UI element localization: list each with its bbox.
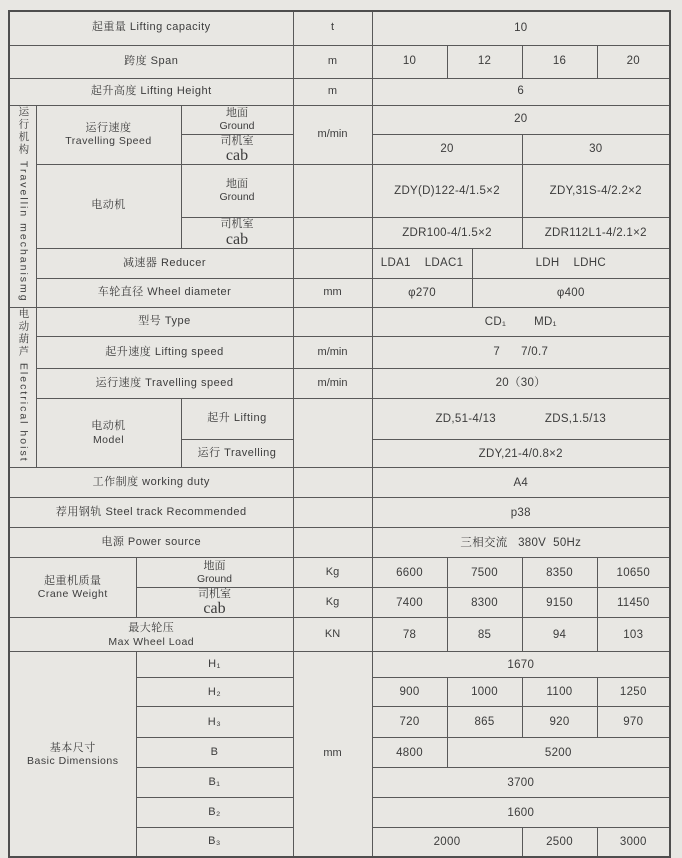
dim-b2-sublabel: B₂	[136, 798, 293, 828]
speed-unit: m/min	[293, 105, 372, 164]
dim-h3-value-1: 720	[372, 707, 447, 738]
row-track	[9, 498, 670, 528]
motor-ground-sublabel	[181, 164, 293, 217]
section-travel-mechanism-label: 运行机构 Travellin mechanismg	[17, 105, 30, 303]
weight-ground-unit: Kg	[293, 558, 372, 588]
weight-ground-zh: 地面	[203, 560, 226, 573]
weight-ground-value-2: 7500	[447, 558, 522, 588]
max-load-label-en: Max Wheel Load	[108, 635, 195, 648]
capacity-label: 起重量 Lifting capacity	[9, 11, 293, 45]
reducer-values	[372, 248, 670, 278]
max-load-unit: KN	[293, 618, 372, 652]
speed-ground-sublabel	[181, 105, 293, 134]
row-hoist-travel-speed	[9, 368, 670, 398]
row-speed-ground	[9, 105, 670, 134]
dim-h1-sublabel: H₁	[136, 652, 293, 678]
dim-h1-value: 1670	[372, 652, 670, 678]
dim-b2-value: 1600	[372, 798, 670, 828]
speed-label-zh: 运行速度	[85, 121, 132, 134]
hoist-motor-travelling-value: ZDY,21-4/0.8×2	[372, 440, 670, 468]
height-value: 6	[372, 78, 670, 105]
dims-label-en: Basic Dimensions	[27, 754, 119, 767]
weight-cab-value-3: 9150	[522, 588, 597, 618]
weight-ground-value-4: 10650	[597, 558, 670, 588]
row-power	[9, 528, 670, 558]
weight-ground-value-3: 8350	[522, 558, 597, 588]
max-load-value-2: 85	[447, 618, 522, 652]
dims-unit: mm	[293, 652, 372, 857]
row-dim-h1	[9, 652, 670, 678]
motor-ground-en: Ground	[219, 191, 255, 204]
speed-ground-en: Ground	[219, 120, 255, 133]
dim-b3-value-12: 2000	[372, 828, 522, 857]
dim-b1-value: 3700	[372, 768, 670, 798]
weight-ground-sublabel	[136, 558, 293, 588]
hoist-motor-lifting-value: ZD,51-4/13 ZDS,1.5/13	[372, 398, 670, 439]
capacity-value: 10	[372, 11, 670, 45]
wheel-unit: mm	[293, 278, 372, 307]
dim-h3-value-2: 865	[447, 707, 522, 738]
wheel-label: 车轮直径 Wheel diameter	[36, 278, 293, 307]
dim-h3-value-4: 970	[597, 707, 670, 738]
motor-ground-unit	[293, 164, 372, 217]
wheel-value-right: φ400	[556, 286, 585, 299]
motor-ground-zh: 地面	[226, 178, 248, 191]
row-height	[9, 78, 670, 105]
span-label: 跨度 Span	[9, 45, 293, 78]
weight-label-zh: 起重机质量	[44, 575, 102, 588]
dim-h2-value-1: 900	[372, 678, 447, 707]
row-max-load	[9, 618, 670, 652]
dim-b-sublabel: B	[136, 738, 293, 768]
motor-cab-unit	[293, 217, 372, 248]
row-span	[9, 45, 670, 78]
hoist-type-value: CD₁ MD₁	[372, 307, 670, 336]
reducer-value-left: LDA1 LDAC1	[373, 249, 473, 278]
duty-label: 工作制度 working duty	[9, 468, 293, 498]
row-duty	[9, 468, 670, 498]
power-unit	[293, 528, 372, 558]
section-electrical-hoist	[9, 307, 36, 467]
wheel-values	[372, 278, 670, 307]
row-capacity	[9, 11, 670, 45]
track-value: p38	[372, 498, 670, 528]
motor-ground-value-right: ZDY,31S-4/2.2×2	[522, 164, 670, 217]
dim-h2-sublabel: H₂	[136, 678, 293, 707]
motor-ground-value-left: ZDY(D)122-4/1.5×2	[372, 164, 522, 217]
dim-b-value-234: 5200	[447, 738, 670, 768]
weight-cab-zh: 司机室	[198, 588, 231, 601]
speed-ground-value: 20	[372, 105, 670, 134]
hoist-motor-travelling-sublabel: 运行 Travelling	[181, 440, 293, 468]
crane-spec-table	[8, 10, 671, 858]
row-weight-ground	[9, 558, 670, 588]
weight-cab-unit: Kg	[293, 588, 372, 618]
weight-ground-en: Ground	[196, 573, 233, 586]
max-load-value-1: 78	[372, 618, 447, 652]
hoist-motor-label	[36, 398, 181, 467]
speed-ground-zh: 地面	[226, 106, 248, 119]
hoist-lift-speed-label: 起升速度 Lifting speed	[36, 336, 293, 368]
max-load-label-zh: 最大轮压	[128, 622, 175, 635]
hoist-type-unit	[293, 307, 372, 336]
motor-cab-value-right: ZDR112L1-4/2.1×2	[522, 217, 670, 248]
track-unit	[293, 498, 372, 528]
span-unit: m	[293, 45, 372, 78]
reducer-value-right: LDH LDHC	[535, 257, 606, 270]
dim-b3-sublabel: B₃	[136, 828, 293, 857]
dims-label	[9, 652, 136, 857]
hoist-travel-speed-label: 运行速度 Travelling speed	[36, 368, 293, 398]
weight-cab-sublabel	[136, 588, 293, 618]
duty-value: A4	[372, 468, 670, 498]
dim-h3-value-3: 920	[522, 707, 597, 738]
speed-cab-zh: 司机室	[220, 134, 254, 147]
weight-cab-value-4: 11450	[597, 588, 670, 618]
motor-cab-sublabel	[181, 217, 293, 248]
weight-cab-value-2: 8300	[447, 588, 522, 618]
row-reducer	[9, 248, 670, 278]
hoist-motor-lifting-sublabel: 起升 Lifting	[181, 398, 293, 439]
motor-cab-en: cab	[225, 230, 249, 248]
row-hoist-lift-speed	[9, 336, 670, 368]
speed-cab-sublabel	[181, 134, 293, 164]
weight-cab-value-1: 7400	[372, 588, 447, 618]
max-load-value-3: 94	[522, 618, 597, 652]
weight-label	[9, 558, 136, 618]
weight-label-en: Crane Weight	[37, 588, 108, 601]
motor-cab-zh: 司机室	[220, 218, 254, 231]
dim-b3-value-4: 3000	[597, 828, 670, 857]
row-motor-ground	[9, 164, 670, 217]
row-hoist-motor-lifting	[9, 398, 670, 439]
hoist-type-label: 型号 Type	[36, 307, 293, 336]
power-label: 电源 Power source	[9, 528, 293, 558]
duty-unit	[293, 468, 372, 498]
height-label: 起升高度 Lifting Height	[9, 78, 293, 105]
row-wheel	[9, 278, 670, 307]
dim-b-value-1: 4800	[372, 738, 447, 768]
span-value-1: 10	[372, 45, 447, 78]
hoist-motor-label-zh: 电动机	[91, 420, 126, 433]
dim-b1-sublabel: B₁	[136, 768, 293, 798]
max-load-value-4: 103	[597, 618, 670, 652]
dim-h2-value-4: 1250	[597, 678, 670, 707]
weight-cab-en: cab	[203, 600, 226, 618]
wheel-value-left: φ270	[373, 279, 473, 307]
speed-cab-value-left: 20	[372, 134, 522, 164]
span-value-2: 12	[447, 45, 522, 78]
speed-label	[36, 105, 181, 164]
hoist-travel-speed-unit: m/min	[293, 368, 372, 398]
track-label: 荐用钢轨 Steel track Recommended	[9, 498, 293, 528]
speed-label-en: Travelling Speed	[65, 135, 152, 148]
section-electrical-hoist-label: 电动葫芦 Electrical hoist	[17, 307, 30, 463]
capacity-unit: t	[293, 11, 372, 45]
span-value-3: 16	[522, 45, 597, 78]
dim-h2-value-3: 1100	[522, 678, 597, 707]
motor-cab-value-left: ZDR100-4/1.5×2	[372, 217, 522, 248]
dims-label-zh: 基本尺寸	[49, 741, 96, 754]
travel-motor-label: 电动机	[36, 164, 181, 248]
dim-h3-sublabel: H₃	[136, 707, 293, 738]
height-unit: m	[293, 78, 372, 105]
reducer-unit	[293, 248, 372, 278]
speed-cab-value-right: 30	[522, 134, 670, 164]
row-hoist-type	[9, 307, 670, 336]
hoist-motor-label-en: Model	[92, 433, 125, 446]
power-value: 三相交流 380V 50Hz	[372, 528, 670, 558]
hoist-travel-speed-value: 20（30）	[372, 368, 670, 398]
dim-h2-value-2: 1000	[447, 678, 522, 707]
span-value-4: 20	[597, 45, 670, 78]
hoist-motor-unit	[293, 398, 372, 467]
speed-cab-en: cab	[225, 146, 249, 164]
section-travel-mechanism	[9, 105, 36, 307]
weight-ground-value-1: 6600	[372, 558, 447, 588]
reducer-label: 减速器 Reducer	[36, 248, 293, 278]
hoist-lift-speed-value: 7 7/0.7	[372, 336, 670, 368]
dim-b3-value-3: 2500	[522, 828, 597, 857]
max-load-label	[9, 618, 293, 652]
hoist-lift-speed-unit: m/min	[293, 336, 372, 368]
